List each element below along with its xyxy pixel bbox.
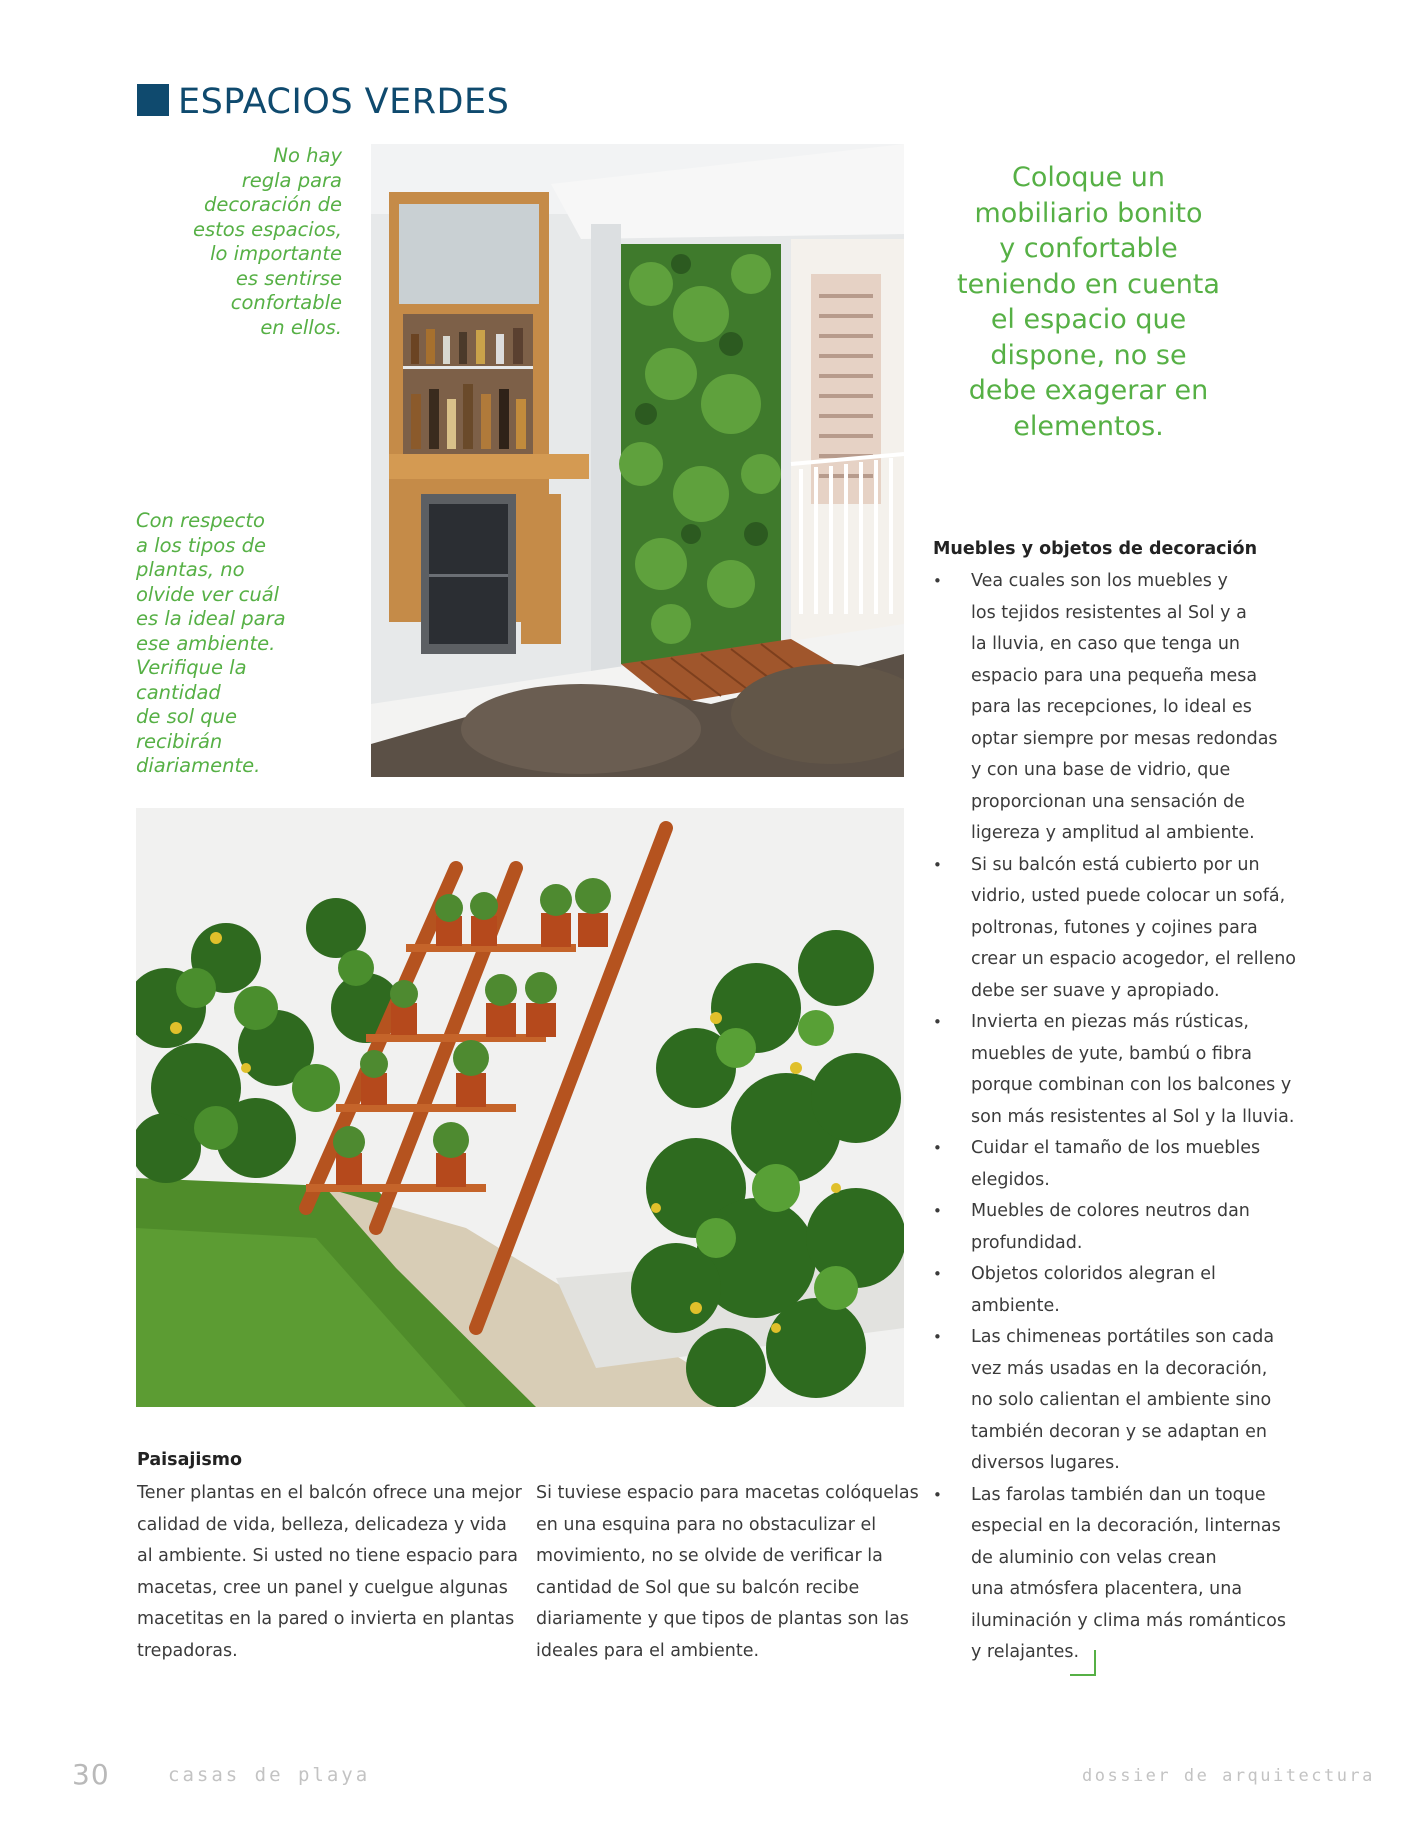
pull-quote-line: diariamente. (136, 754, 261, 777)
callout-line: elementos. (1013, 410, 1164, 442)
bullet-item (933, 1196, 1293, 1259)
bullet-item (933, 1007, 1293, 1133)
magazine-name: casas de playa (168, 1764, 371, 1786)
pull-quote-line: estos espacios, (192, 217, 342, 241)
bullet-text-line: no solo calientan el ambiente sino (971, 1390, 1272, 1410)
section-marker (137, 84, 169, 116)
bullet-text-line: porque combinan con los balcones y (971, 1075, 1292, 1095)
bullet-text-line: Vea cuales son los muebles y (971, 571, 1228, 591)
callout-quote (930, 160, 1247, 444)
text-line: cantidad de Sol que su balcón recibe (536, 1577, 860, 1598)
text-line: diariamente y que tipos de plantas son las (536, 1609, 909, 1629)
bullet-text-line: también decoran y se adaptan en (971, 1421, 1267, 1442)
bullet-text-line: espacio para una pequeña mesa (971, 665, 1258, 686)
pull-quote-line: Verifique la (136, 656, 247, 679)
bullet-item (933, 1133, 1293, 1196)
bullet-text-line: Las farolas también dan un toque (971, 1484, 1266, 1505)
bullet-text-line: Invierta en piezas más rústicas, (971, 1012, 1249, 1032)
bullet-text-line: y relajantes. (971, 1642, 1080, 1662)
bullet-text-line: Las chimeneas portátiles son cada (971, 1327, 1275, 1347)
pull-quote-line: lo importante (210, 242, 342, 265)
pull-quote-top (170, 144, 342, 340)
bullet-text-line: vidrio, usted puede colocar un sofá, (971, 886, 1286, 906)
bullet-dot: • (933, 1485, 942, 1504)
bullet-dot: • (933, 1265, 942, 1283)
bullet-text-line: vez más usadas en la decoración, (971, 1358, 1268, 1379)
pull-quote-line: plantas, no (136, 558, 245, 581)
balcony-photo (371, 144, 904, 777)
paisajismo-heading: Paisajismo (137, 1450, 243, 1470)
bullet-text-line: los tejidos resistentes al Sol y a (971, 602, 1247, 623)
bullet-text-line: la lluvia, en caso que tenga un (971, 634, 1241, 654)
pull-quote-line: No hay (273, 144, 342, 167)
pull-quote-line: recibirán (136, 729, 223, 753)
callout-line: el espacio que (990, 304, 1187, 335)
pull-quote-line: en ellos. (260, 315, 342, 339)
page-number: 30 (72, 1758, 110, 1791)
callout-line: dispone, no se (990, 339, 1187, 371)
bullet-text-line: ligereza y amplitud al ambiente. (971, 823, 1255, 843)
bullet-dot: • (933, 572, 942, 590)
section-title: ESPACIOS VERDES (178, 82, 510, 122)
muebles-bullet-list (933, 566, 1297, 1669)
bullet-text-line: debe ser suave y apropiado. (971, 980, 1220, 1001)
bullet-text-line: especial en la decoración, linternas (971, 1516, 1281, 1536)
pull-quote-line: regla para (241, 168, 342, 192)
bullet-text-line: de aluminio con velas crean (971, 1547, 1217, 1568)
section-name: dossier de arquitectura (1082, 1766, 1375, 1786)
callout-line: teniendo en cuenta (957, 268, 1220, 300)
pull-quote-line: es sentirse (235, 266, 342, 290)
callout-line: mobiliario bonito (974, 197, 1203, 229)
bullet-text-line: Muebles de colores neutros dan (971, 1201, 1250, 1221)
bullet-item (933, 850, 1297, 1008)
bullet-text-line: iluminación y clima más románticos (971, 1610, 1286, 1631)
bullet-text-line: ambiente. (971, 1295, 1060, 1316)
paisajismo-column-2 (536, 1478, 919, 1667)
muebles-heading: Muebles y objetos de decoración (933, 539, 1258, 559)
bullet-text-line: crear un espacio acogedor, el relleno (971, 949, 1297, 969)
bullet-text-line: muebles de yute, bambú o fibra (971, 1043, 1252, 1064)
bullet-item (933, 1480, 1293, 1669)
callout-line: Coloque un (1011, 162, 1166, 193)
bullet-text-line: Cuidar el tamaño de los muebles (971, 1138, 1261, 1158)
text-line: movimiento, no se olvide de verificar la (536, 1546, 883, 1566)
pull-quote-line: confortable (230, 291, 342, 314)
bullet-text-line: para las recepciones, lo ideal es (971, 697, 1252, 717)
bullet-text-line: Si su balcón está cubierto por un (971, 854, 1260, 875)
pull-quote-line: Con respecto (136, 509, 265, 532)
text-line: Tener plantas en el balcón ofrece una mejor (137, 1483, 522, 1503)
bullet-dot: • (933, 1139, 942, 1157)
text-line: trepadoras. (137, 1640, 238, 1661)
pull-quote-left (136, 509, 326, 779)
article-end-mark (1070, 1650, 1096, 1676)
paisajismo-column-1 (137, 1478, 522, 1667)
pull-quote-line: de sol que (136, 705, 238, 728)
text-line: Si tuviese espacio para macetas colóquelas (536, 1483, 919, 1503)
pull-quote-line: a los tipos de (136, 533, 266, 557)
callout-line: y confortable (999, 233, 1178, 264)
text-line: ideales para el ambiente. (536, 1640, 760, 1661)
text-line: calidad de vida, belleza, delicadeza y vida (137, 1514, 507, 1535)
bullet-dot: • (933, 1328, 942, 1346)
bullet-text-line: diversos lugares. (971, 1453, 1120, 1473)
bullet-text-line: optar siempre por mesas redondas (971, 728, 1278, 749)
bullet-text-line: poltronas, futones y cojines para (971, 917, 1258, 938)
pull-quote-line: decoración de (204, 193, 342, 216)
bullet-text-line: profundidad. (971, 1232, 1083, 1253)
bullet-text-line: elegidos. (971, 1169, 1050, 1190)
bullet-item (933, 1259, 1293, 1322)
pull-quote-line: es la ideal para (136, 607, 286, 630)
pull-quote-line: ese ambiente. (136, 631, 276, 655)
text-line: macetitas en la pared o invierta en plantas (137, 1609, 515, 1629)
pull-quote-line: olvide ver cuál (136, 582, 280, 606)
bullet-text-line: y con una base de vidrio, que (971, 760, 1231, 780)
bullet-item (933, 1322, 1293, 1480)
text-line: macetas, cree un panel y cuelgue algunas (137, 1577, 508, 1598)
bullet-text-line: una atmósfera placentera, una (971, 1579, 1243, 1599)
bullet-text-line: Objetos coloridos alegran el (971, 1264, 1216, 1284)
text-line: en una esquina para no obstaculizar el (536, 1514, 877, 1535)
callout-line: debe exagerar en (968, 375, 1209, 406)
bullet-text-line: proporcionan una sensación de (971, 791, 1245, 812)
bullet-dot: • (933, 855, 942, 874)
bullet-text-line: son más resistentes al Sol y la lluvia. (971, 1106, 1295, 1127)
text-line: al ambiente. Si usted no tiene espacio para (137, 1546, 519, 1566)
pull-quote-line: cantidad (136, 680, 221, 704)
garden-photo (136, 808, 904, 1407)
bullet-dot: • (933, 1013, 942, 1031)
bullet-dot: • (933, 1202, 942, 1220)
bullet-item (933, 566, 1293, 850)
